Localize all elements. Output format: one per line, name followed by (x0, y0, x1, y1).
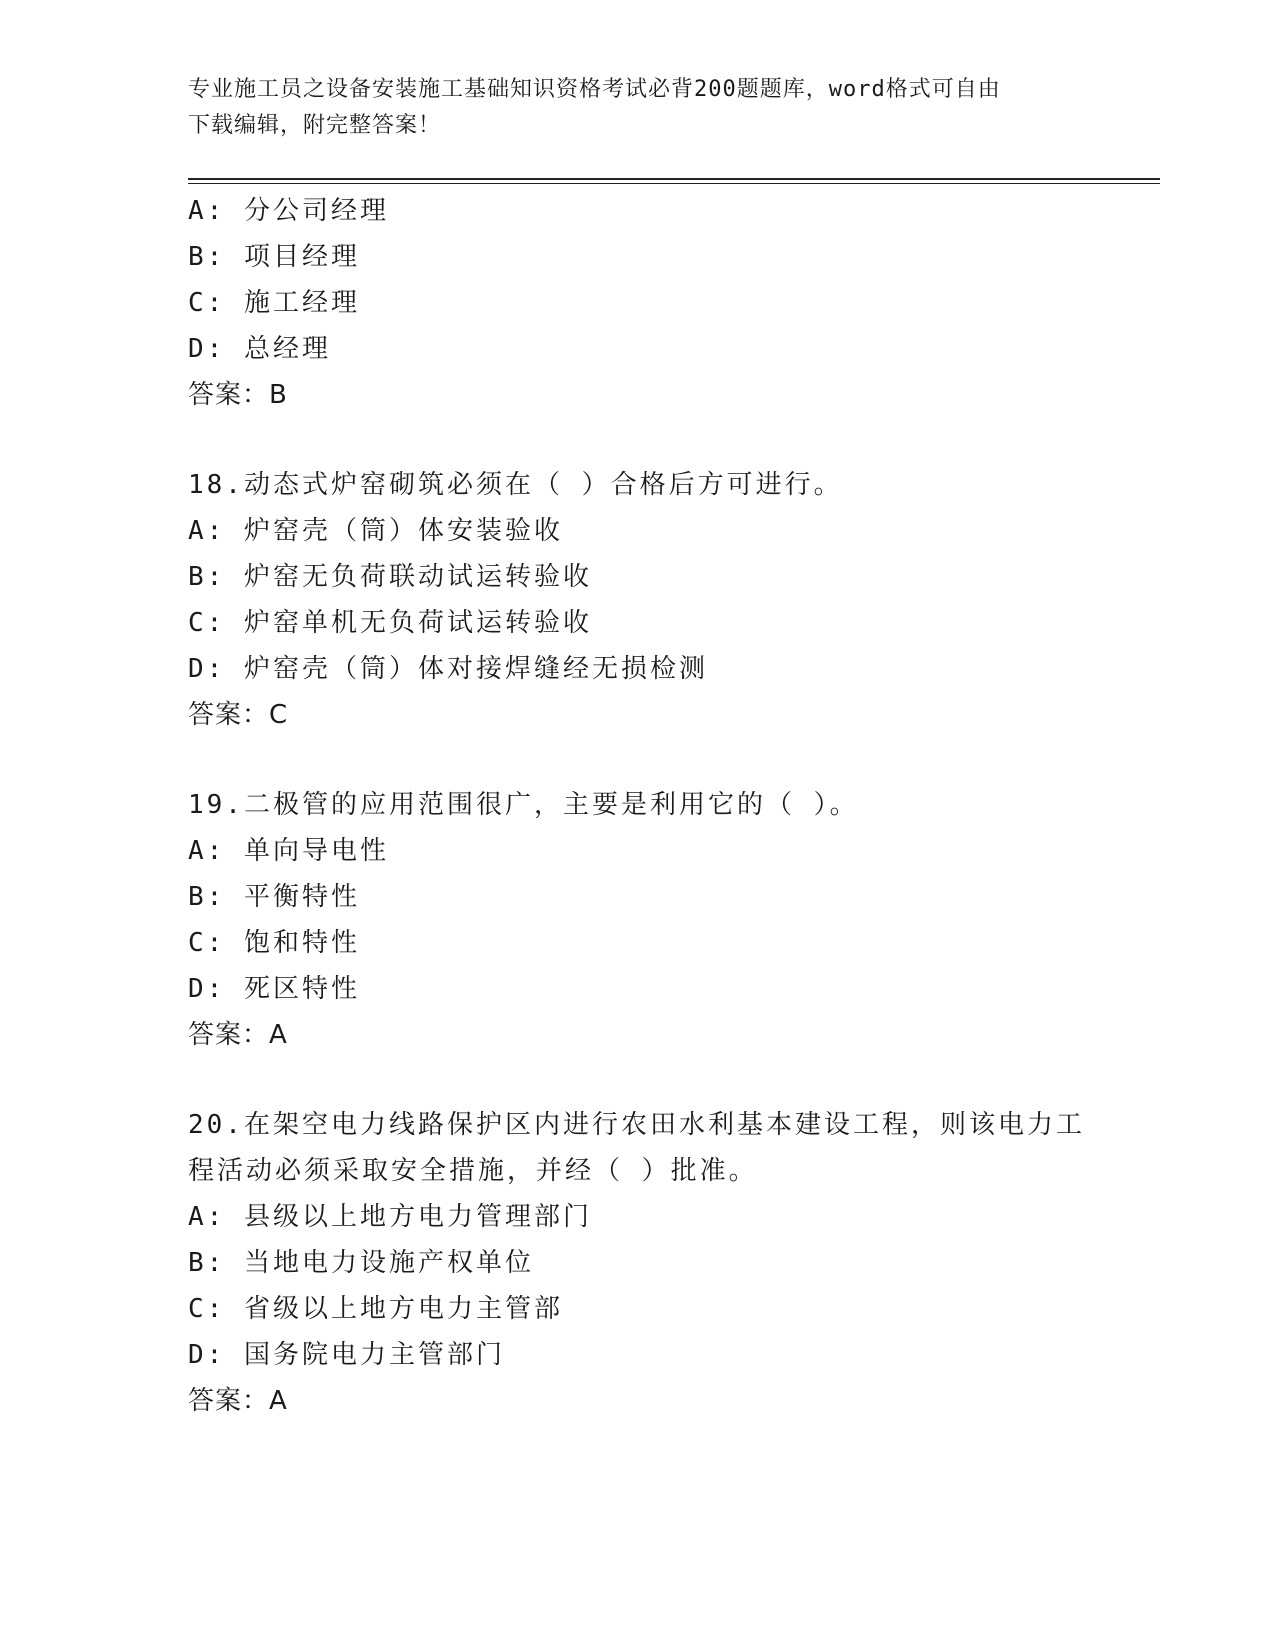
option-b: B: 平衡特性 (188, 882, 360, 912)
option-c: C: 省级以上地方电力主管部 (188, 1294, 563, 1324)
option-c: C: 施工经理 (188, 288, 360, 318)
answer-line: 答案：C (188, 700, 289, 730)
answer-line: 答案：B (188, 380, 288, 410)
question-19 (188, 782, 1088, 1058)
answer-line: 答案：A (188, 1386, 288, 1416)
option-c: C: 饱和特性 (188, 928, 360, 958)
option-d: D: 死区特性 (188, 974, 360, 1004)
header-divider-thick (188, 178, 1160, 180)
option-a: A: 炉窑壳（筒）体安装验收 (188, 516, 563, 546)
question-18 (188, 462, 1088, 738)
question-17-continued (188, 188, 1088, 418)
question-20 (188, 1102, 1088, 1424)
option-b: B: 项目经理 (188, 242, 360, 272)
option-a: A: 单向导电性 (188, 836, 389, 866)
question-list (188, 188, 1088, 1424)
header-divider-thin (188, 183, 1160, 184)
answer-line: 答案：A (188, 1020, 288, 1050)
document-header (188, 72, 1088, 144)
option-d: D: 总经理 (188, 334, 331, 364)
option-d: D: 炉窑壳（筒）体对接焊缝经无损检测 (188, 654, 708, 684)
option-d: D: 国务院电力主管部门 (188, 1340, 505, 1370)
question-stem: 18.动态式炉窑砌筑必须在（ ）合格后方可进行。 (188, 470, 843, 500)
header-title-line1: 专业施工员之设备安装施工基础知识资格考试必背200题题库，word格式可自由 (188, 77, 1001, 102)
option-b: B: 当地电力设施产权单位 (188, 1248, 534, 1278)
option-a: A: 县级以上地方电力管理部门 (188, 1202, 592, 1232)
option-b: B: 炉窑无负荷联动试运转验收 (188, 562, 592, 592)
option-a: A: 分公司经理 (188, 196, 389, 226)
question-stem: 19.二极管的应用范围很广，主要是利用它的（ ）。 (188, 790, 859, 820)
option-c: C: 炉窑单机无负荷试运转验收 (188, 608, 592, 638)
header-title-line2: 下载编辑，附完整答案！ (188, 113, 442, 138)
question-stem-line1: 20.在架空电力线路保护区内进行农田水利基本建设工程，则该电力工 (188, 1110, 1085, 1140)
question-stem-line2: 程活动必须采取安全措施，并经（ ）批准。 (188, 1156, 758, 1186)
